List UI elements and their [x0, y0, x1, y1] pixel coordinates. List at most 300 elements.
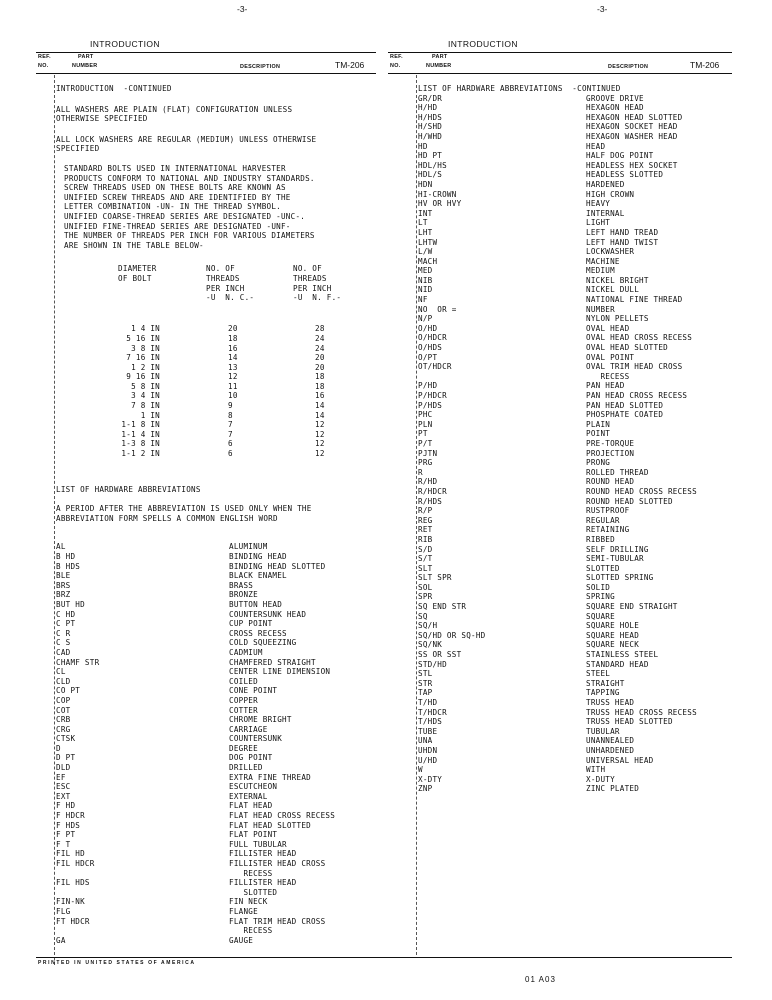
- abbrev-row: [56, 849, 376, 859]
- abbrev-meaning: COTTER: [229, 705, 258, 715]
- abbrev-meaning: SPRING: [586, 592, 615, 602]
- page-number-left: -3-: [237, 4, 248, 14]
- abbrev-meaning: FLAT TRIM HEAD CROSS: [229, 916, 326, 926]
- abbrev-meaning: CONE POINT: [229, 686, 278, 696]
- abbrev-row: [418, 602, 738, 612]
- abbrev-row: [418, 564, 738, 574]
- lockwashers-note-line2: SPECIFIED: [56, 144, 100, 154]
- bolt-diameter-cell: 1 IN: [140, 410, 160, 420]
- abbrev-row: [418, 391, 738, 401]
- abbrev-code: INT: [418, 208, 433, 218]
- abbrev-meaning: ROUND HEAD CROSS RECESS: [586, 486, 697, 496]
- abbrev-code: D PT: [56, 753, 76, 763]
- abbrev-code: SQ/HD OR SQ-HD: [418, 630, 486, 640]
- abbrev-meaning: BINDING HEAD SLOTTED: [229, 561, 326, 571]
- unf-threads-cell: 24: [315, 343, 325, 353]
- col-unc-line2: THREADS: [206, 273, 240, 283]
- abbrev-code: S/D: [418, 544, 433, 554]
- threads-table-row: [56, 430, 376, 440]
- abbrev-code: SPR: [418, 592, 433, 602]
- footer-rule: [36, 957, 732, 958]
- abbrev-meaning: HEADLESS SLOTTED: [586, 170, 664, 180]
- abbrev-row: [418, 669, 738, 679]
- abbrev-code: SQ: [418, 611, 428, 621]
- abbrev-meaning: MACHINE: [586, 256, 620, 266]
- abbrev-meaning: OVAL POINT: [586, 352, 635, 362]
- abbrev-code: CTSK: [56, 734, 76, 744]
- abbrev-meaning: EXTERNAL: [229, 791, 268, 801]
- abbrev-row: [418, 305, 738, 315]
- abbrev-meaning: ROUND HEAD SLOTTED: [586, 496, 673, 506]
- abbrev-row: [418, 573, 738, 583]
- abbrev-row: [56, 648, 376, 658]
- abbrev-row: [418, 660, 738, 670]
- tm-number-left: TM-206: [335, 60, 365, 70]
- abbrev-code: R/P: [418, 506, 433, 516]
- abbrev-row: [418, 612, 738, 622]
- abbrev-code: NID: [418, 285, 433, 295]
- abbrev-code: PHC: [418, 410, 433, 420]
- unf-threads-cell: 18: [315, 381, 325, 391]
- threads-table-row: [56, 363, 376, 373]
- abbrev-meaning: TRUSS HEAD SLOTTED: [586, 717, 673, 727]
- col-unc-line4: -U N. C.-: [206, 293, 255, 303]
- abbrev-row: [56, 926, 376, 936]
- abbrev-code: O/PT: [418, 352, 438, 362]
- section-title-left: INTRODUCTION: [90, 39, 160, 49]
- abbrev-row: [418, 295, 738, 305]
- number-label-left: NUMBER: [72, 63, 98, 69]
- bolt-diameter-cell: 3 8 IN: [131, 343, 160, 353]
- abbrev-list-right: [418, 94, 738, 794]
- abbrev-code: O/HDCR: [418, 333, 447, 343]
- abbrev-row: [56, 581, 376, 591]
- abbrev-code: STD/HD: [418, 659, 447, 669]
- abbrev-meaning: STANDARD HEAD: [586, 659, 649, 669]
- threads-table-row: [56, 382, 376, 392]
- abbrev-row: [56, 821, 376, 831]
- abbrev-meaning: UNIVERSAL HEAD: [586, 755, 654, 765]
- abbrev-row: [56, 859, 376, 869]
- col-unf-line1: NO. OF: [293, 264, 322, 274]
- part-label-left: PART: [78, 54, 94, 60]
- abbrev-row: [418, 458, 738, 468]
- abbrev-row: [56, 629, 376, 639]
- abbrev-row: [418, 401, 738, 411]
- abbrev-code: ZNP: [418, 784, 433, 794]
- abbrev-code: FIL HD: [56, 849, 85, 859]
- ref-label-right: REF.: [390, 54, 403, 60]
- abbrev-row: [418, 285, 738, 295]
- abbrev-row: [56, 801, 376, 811]
- unc-threads-cell: 6: [228, 439, 233, 449]
- abbrev-code: LT: [418, 218, 428, 228]
- abbrev-meaning: X-DUTY: [586, 774, 615, 784]
- abbrev-meaning: UNANNEALED: [586, 736, 635, 746]
- unc-threads-cell: 16: [228, 343, 238, 353]
- abbrev-code: HDL/S: [418, 170, 443, 180]
- threads-table-body: [56, 324, 376, 458]
- abbrev-row: [418, 266, 738, 276]
- abbrev-meaning: OVAL TRIM HEAD CROSS: [586, 362, 683, 372]
- abbrev-row: [56, 619, 376, 629]
- abbrev-code: EF: [56, 772, 66, 782]
- column-divider-right: [416, 75, 417, 955]
- abbrev-code: P/HD: [418, 381, 438, 391]
- col-unc-line1: NO. OF: [206, 264, 235, 274]
- abbrev-code: PRG: [418, 458, 433, 468]
- abbrev-code: F HDCR: [56, 811, 85, 821]
- abbrev-code: C HD: [56, 609, 76, 619]
- threads-table-row: [56, 401, 376, 411]
- abbrev-row: [418, 477, 738, 487]
- abbrev-meaning: CHROME BRIGHT: [229, 715, 292, 725]
- abbrev-meaning: STEEL: [586, 669, 611, 679]
- abbrev-code: LHTW: [418, 237, 438, 247]
- threads-table-row: [56, 334, 376, 344]
- abbrev-row: [418, 94, 738, 104]
- abbrev-meaning: PLAIN: [586, 419, 611, 429]
- abbrev-meaning: FILLISTER HEAD CROSS: [229, 859, 326, 868]
- abbrev-meaning: HEXAGON HEAD: [586, 103, 644, 113]
- col-unc-line3: PER INCH: [206, 283, 245, 293]
- abbrev-meaning: BLACK ENAMEL: [229, 571, 287, 581]
- col-unf-line2: THREADS: [293, 273, 327, 283]
- bolts-paragraph-line: ARE SHOWN IN THE TABLE BELOW-: [64, 240, 204, 250]
- abbrev-row: [56, 590, 376, 600]
- bolts-paragraph-line: UNIFIED COARSE-THREAD SERIES ARE DESIGNATED -UNC-.: [64, 211, 306, 221]
- abbrev-row: [56, 869, 376, 879]
- bolt-diameter-cell: 1-1 8 IN: [121, 420, 160, 430]
- no-label-left: NO.: [38, 63, 49, 69]
- abbrev-meaning: PROJECTION: [586, 448, 635, 458]
- abbrev-row: [418, 238, 738, 248]
- abbrev-code: SQ/NK: [418, 640, 443, 650]
- abbrev-code: SQ END STR: [418, 602, 467, 612]
- abbrev-row: [418, 679, 738, 689]
- unc-threads-cell: 7: [228, 429, 233, 439]
- abbrev-meaning: HALF DOG POINT: [586, 151, 654, 161]
- abbrev-row: [418, 218, 738, 228]
- abbrev-code: O/HD: [418, 323, 438, 333]
- abbrev-row: [418, 420, 738, 430]
- abbrev-meaning: PHOSPHATE COATED: [586, 410, 664, 420]
- abbrev-code: L/W: [418, 247, 433, 257]
- abbrev-code: TAP: [418, 688, 433, 698]
- abbrev-meaning: CHAMFERED STRAIGHT: [229, 657, 316, 667]
- abbrev-row: [56, 936, 376, 946]
- abbrev-code: LHT: [418, 227, 433, 237]
- abbrev-meaning: TAPPING: [586, 688, 620, 698]
- abbrev-meaning: BINDING HEAD: [229, 552, 287, 561]
- abbrev-meaning: FLAT HEAD: [229, 801, 273, 811]
- abbrev-row: [418, 142, 738, 152]
- abbrev-meaning: GAUGE: [229, 935, 254, 945]
- abbrev-row: [418, 765, 738, 775]
- threads-table-row: [56, 420, 376, 430]
- description-label-right: DESCRIPTION: [608, 64, 649, 70]
- abbrev-meaning: ROUND HEAD: [586, 477, 635, 487]
- abbrev-code: RIB: [418, 534, 433, 544]
- abbrev-code: HDL/HS: [418, 160, 447, 170]
- abbrev-row: [56, 763, 376, 773]
- abbrev-code: FT HDCR: [56, 916, 90, 926]
- abbrev-meaning: CADMIUM: [229, 647, 263, 657]
- abbrev-code: FIL HDS: [56, 878, 90, 888]
- washers-note-line2: OTHERWISE SPECIFIED: [56, 114, 148, 124]
- abbrev-code: GR/DR: [418, 93, 443, 103]
- abbrev-code: F T: [56, 839, 71, 849]
- unf-threads-cell: 14: [315, 410, 325, 420]
- abbrev-meaning: FULL TUBULAR: [229, 839, 287, 849]
- column-divider-left: [54, 75, 55, 965]
- abbrev-meaning: SOLID: [586, 582, 611, 592]
- abbrev-row: [418, 554, 738, 564]
- bolt-diameter-cell: 1 4 IN: [131, 324, 160, 334]
- abbrev-meaning: REGULAR: [586, 515, 620, 525]
- abbrev-code: MED: [418, 266, 433, 276]
- header-rule2-right: [388, 73, 732, 74]
- abbrev-code: UHDN: [418, 745, 438, 755]
- abbrev-meaning: PRONG: [586, 458, 611, 468]
- abbrev-code: COP: [56, 695, 71, 705]
- abbrev-meaning: SQUARE NECK: [586, 640, 640, 650]
- abbrev-code: SOL: [418, 582, 433, 592]
- col-unf-line4: -U N. F.-: [293, 293, 342, 303]
- unc-threads-cell: 18: [228, 333, 238, 343]
- abbrev-meaning: BUTTON HEAD: [229, 599, 283, 609]
- abbrev-code: SLT SPR: [418, 573, 452, 583]
- abbrev-meaning: CENTER LINE DIMENSION: [229, 667, 331, 677]
- abbrev-meaning: HEAVY: [586, 199, 611, 209]
- abbrev-meaning: LEFT HAND TWIST: [586, 237, 659, 247]
- abbrev-code: SQ/H: [418, 621, 438, 631]
- abbrev-row: [56, 677, 376, 687]
- abbrev-row: [418, 525, 738, 535]
- abbrev-row: [418, 228, 738, 238]
- abbrev-meaning: DEGREE: [229, 743, 258, 753]
- abbrev-row: [418, 497, 738, 507]
- unf-threads-cell: 12: [315, 449, 325, 459]
- abbrev-meaning: STAINLESS STEEL: [586, 650, 659, 660]
- abbrev-row: [418, 698, 738, 708]
- abbrev-code: B HDS: [56, 561, 81, 571]
- abbrev-meaning: LIGHT: [586, 218, 611, 228]
- abbrev-code: UNA: [418, 736, 433, 746]
- abbrev-row: [56, 782, 376, 792]
- col-diameter-line1: DIAMETER: [118, 264, 157, 274]
- abbrev-meaning: RECESS: [229, 868, 273, 878]
- abbrev-code: FIL HDCR: [56, 859, 95, 868]
- bolts-paragraph-line: UNIFIED FINE-THREAD SERIES ARE DESIGNATED -UNF-: [64, 221, 291, 231]
- unc-threads-cell: 13: [228, 362, 238, 372]
- washers-note-line1: ALL WASHERS ARE PLAIN (FLAT) CONFIGURATION UNLESS: [56, 104, 293, 114]
- abbrev-row: [418, 535, 738, 545]
- abbrev-code: PJTN: [418, 448, 438, 458]
- abbrev-row: [418, 784, 738, 794]
- bolts-paragraph-line: THE NUMBER OF THREADS PER INCH FOR VARIOUS DIAMETERS: [64, 231, 315, 241]
- abbrev-row: [418, 314, 738, 324]
- abbrev-meaning: SEMI-TUBULAR: [586, 554, 644, 564]
- abbrev-code: CHAMF STR: [56, 657, 100, 667]
- abbrev-meaning: RIBBED: [586, 534, 615, 544]
- abbrev-meaning: PAN HEAD SLOTTED: [586, 400, 664, 410]
- abbrev-meaning: PAN HEAD: [586, 381, 625, 391]
- abbrev-meaning: ALUMINUM: [229, 542, 268, 552]
- abbrev-meaning: BRONZE: [229, 590, 258, 600]
- abbrev-code: REG: [418, 515, 433, 525]
- threads-table-row: [56, 449, 376, 459]
- ref-label-left: REF.: [38, 54, 51, 60]
- abbrev-meaning: NYLON PELLETS: [586, 314, 649, 324]
- abbrev-code: C S: [56, 638, 71, 648]
- abbrev-row: [418, 640, 738, 650]
- abbrev-row: [56, 840, 376, 850]
- abbrev-row: [56, 744, 376, 754]
- abbrev-row: [418, 545, 738, 555]
- unf-threads-cell: 14: [315, 401, 325, 411]
- abbrev-meaning: SQUARE END STRAIGHT: [586, 602, 678, 612]
- abbrev-row: [418, 151, 738, 161]
- abbrev-meaning: INTERNAL: [586, 208, 625, 218]
- abbrev-meaning: COILED: [229, 676, 258, 686]
- bolt-diameter-cell: 5 8 IN: [131, 381, 160, 391]
- abbrev-meaning: SLOTTED SPRING: [586, 573, 654, 583]
- threads-table-row: [56, 353, 376, 363]
- abbrev-code: NIB: [418, 275, 433, 285]
- abbrev-code: EXT: [56, 791, 71, 801]
- abbrev-meaning: CROSS RECESS: [229, 628, 287, 638]
- bolts-paragraph-line: STANDARD BOLTS USED IN INTERNATIONAL HARVESTER: [64, 163, 286, 173]
- abbrev-meaning: CARRIAGE: [229, 724, 268, 734]
- abbrev-row: [418, 650, 738, 660]
- abbrev-row: [56, 658, 376, 668]
- abbrev-code: R/HDS: [418, 496, 443, 506]
- abbrev-meaning: HEXAGON WASHER HEAD: [586, 131, 678, 141]
- abbrev-row: [418, 247, 738, 257]
- abbrev-code: N/P: [418, 314, 433, 324]
- abbrev-code: BRZ: [56, 590, 71, 600]
- abbrev-meaning: PAN HEAD CROSS RECESS: [586, 391, 688, 400]
- abbrev-row: [56, 830, 376, 840]
- abbrev-row: [418, 180, 738, 190]
- abbrev-row: [56, 917, 376, 927]
- abbrev-meaning: HEXAGON SOCKET HEAD: [586, 122, 678, 132]
- document-code: 01 A03: [525, 975, 556, 984]
- abbrev-code: U/HD: [418, 755, 438, 765]
- abbrev-meaning: GROOVE DRIVE: [586, 93, 644, 103]
- abbrev-code: NO OR =: [418, 304, 457, 314]
- abbrev-row: [418, 276, 738, 286]
- abbrev-code: S/T: [418, 554, 433, 564]
- abbrev-meaning: OVAL HEAD CROSS RECESS: [586, 333, 693, 343]
- abbrev-meaning: FLAT POINT: [229, 830, 278, 840]
- abbrev-row: [418, 429, 738, 439]
- abbrev-meaning: LEFT HAND TREAD: [586, 227, 659, 237]
- abbrev-code: FLG: [56, 906, 71, 916]
- abbrev-code: CLD: [56, 676, 71, 686]
- abbrev-row: [418, 449, 738, 459]
- abbrev-meaning: SQUARE HOLE: [586, 621, 640, 631]
- abbrev-meaning: MEDIUM: [586, 266, 615, 276]
- bolt-diameter-cell: 5 16 IN: [126, 333, 160, 343]
- abbrev-list-left: [56, 542, 376, 945]
- abbrev-code: P/HDCR: [418, 391, 447, 400]
- abbrev-row: [56, 706, 376, 716]
- abbrev-row: [56, 715, 376, 725]
- abbrev-meaning: HEXAGON HEAD SLOTTED: [586, 112, 683, 122]
- abbrev-row: [56, 638, 376, 648]
- abbrev-row: [418, 621, 738, 631]
- abbrev-row: [418, 775, 738, 785]
- threads-table-row: [56, 439, 376, 449]
- bolt-diameter-cell: 9 16 IN: [126, 372, 160, 382]
- abbrev-code: P/HDS: [418, 400, 443, 410]
- abbrev-code: ESC: [56, 782, 71, 792]
- abbrev-meaning: NATIONAL FINE THREAD: [586, 295, 683, 305]
- abbrev-meaning: RUSTPROOF: [586, 506, 630, 516]
- abbrev-row: [418, 199, 738, 209]
- abbrev-code: FIN-NK: [56, 897, 85, 907]
- abbrev-code: GA: [56, 935, 66, 945]
- abbrev-code: H/WHD: [418, 131, 443, 141]
- abbrev-row: [418, 170, 738, 180]
- abbrev-meaning: FILLISTER HEAD: [229, 878, 297, 888]
- abbrev-code: SLT: [418, 563, 433, 573]
- abbrev-row: [56, 552, 376, 562]
- abbrev-meaning: HEAD: [586, 141, 606, 151]
- abbrev-row: [418, 209, 738, 219]
- bolt-diameter-cell: 7 16 IN: [126, 353, 160, 363]
- abbrev-code: B HD: [56, 552, 76, 561]
- number-label-right: NUMBER: [426, 63, 452, 69]
- part-label-right: PART: [432, 54, 448, 60]
- abbrev-code: R: [418, 467, 423, 477]
- abbrev-code: R/HD: [418, 477, 438, 487]
- abbrev-meaning: DRILLED: [229, 763, 263, 773]
- abbrev-row: [418, 487, 738, 497]
- unf-threads-cell: 18: [315, 372, 325, 382]
- abbrev-continued-heading: LIST OF HARDWARE ABBREVIATIONS -CONTINUED: [418, 84, 621, 93]
- unf-threads-cell: 20: [315, 353, 325, 363]
- abbrev-code: SS OR SST: [418, 650, 462, 660]
- abbrev-code: H/HD: [418, 103, 438, 113]
- abbrev-row: [418, 381, 738, 391]
- abbrev-code: C PT: [56, 619, 76, 629]
- abbrev-row: [56, 734, 376, 744]
- abbrev-code: RET: [418, 525, 433, 535]
- unc-threads-cell: 12: [228, 372, 238, 382]
- abbrev-row: [56, 686, 376, 696]
- abbrev-code: C R: [56, 628, 71, 638]
- unc-threads-cell: 10: [228, 391, 238, 401]
- period-note-line2: ABBREVIATION FORM SPELLS A COMMON ENGLISH WORD: [56, 513, 278, 523]
- abbrev-meaning: FLAT HEAD CROSS RECESS: [229, 811, 336, 821]
- abbrev-code: H/SHD: [418, 122, 443, 132]
- bolt-diameter-cell: 3 4 IN: [131, 391, 160, 401]
- abbrev-meaning: WITH: [586, 765, 606, 775]
- threads-table-row: [56, 372, 376, 382]
- bolts-paragraph-line: SCREW THREADS USED ON THESE BOLTS ARE KNOWN AS: [64, 183, 286, 193]
- abbrev-meaning: LOCKWASHER: [586, 247, 635, 257]
- unc-threads-cell: 11: [228, 381, 238, 391]
- abbrev-meaning: SQUARE: [586, 611, 615, 621]
- abbrev-row: [56, 725, 376, 735]
- period-note-line1: A PERIOD AFTER THE ABBREVIATION IS USED ONLY WHEN THE: [56, 504, 312, 514]
- abbrev-row: [418, 257, 738, 267]
- abbrev-row: [418, 103, 738, 113]
- abbrev-code: T/HDS: [418, 717, 443, 727]
